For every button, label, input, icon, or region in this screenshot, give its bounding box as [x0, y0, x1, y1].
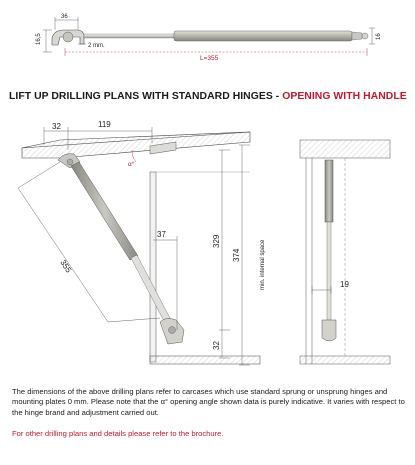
heading-main: LIFT UP DRILLING PLANS WITH STANDARD HINGES -: [9, 91, 283, 102]
strut-cylinder: [174, 31, 352, 41]
front-view-strut: [322, 160, 336, 341]
strut-rod: [84, 34, 174, 38]
dim-32-top: 32: [52, 122, 61, 131]
dim-height: 16,5: [36, 33, 42, 45]
carcase-side: [150, 172, 156, 362]
side-cylinder: [71, 162, 138, 260]
dim-width: 36: [61, 14, 68, 20]
dim-329: 329: [212, 234, 221, 248]
side-view-strut: [58, 154, 184, 344]
angle-label: α°: [128, 161, 135, 168]
dim-374: 374: [232, 248, 241, 262]
dim-length: L=355: [200, 55, 219, 62]
front-cylinder: [325, 160, 333, 222]
dim-end: 16: [376, 33, 382, 40]
dim-355: 355: [58, 258, 74, 275]
dim-19: 19: [340, 280, 349, 289]
dim-37: 37: [157, 230, 166, 239]
front-bracket: [322, 320, 336, 341]
description-text: The dimensions of the above drilling plans refer to carcases which use standard sprung or unsprung hinges and mounting plates 0 mm. Please note that the α° opening angle shown data is purely indicative. It varies with respect to the hinge brand and adjustment carried out.: [12, 387, 405, 417]
internal-space-label: min. internal space: [260, 239, 266, 290]
lid-panel: [22, 132, 250, 158]
front-rod: [327, 222, 331, 320]
front-view-carcase: [300, 140, 390, 364]
side-view-carcase: [22, 132, 260, 364]
dim-clearance: 2 mm.: [88, 43, 105, 49]
page-heading: [9, 91, 409, 102]
heading-accent: OPENING WITH HANDLE: [282, 91, 407, 102]
front-top-panel: [300, 140, 390, 158]
bracket-ball: [63, 32, 73, 42]
carcase-bottom: [150, 356, 260, 364]
strut-end-fitting: [352, 32, 362, 40]
front-bottom-panel: [300, 356, 390, 364]
brochure-note: For other drilling plans and details please refer to the brochure.: [12, 429, 224, 438]
dim-32-bottom: 32: [212, 341, 221, 350]
dim-119: 119: [98, 120, 111, 129]
strut-end-eye: [362, 33, 368, 39]
